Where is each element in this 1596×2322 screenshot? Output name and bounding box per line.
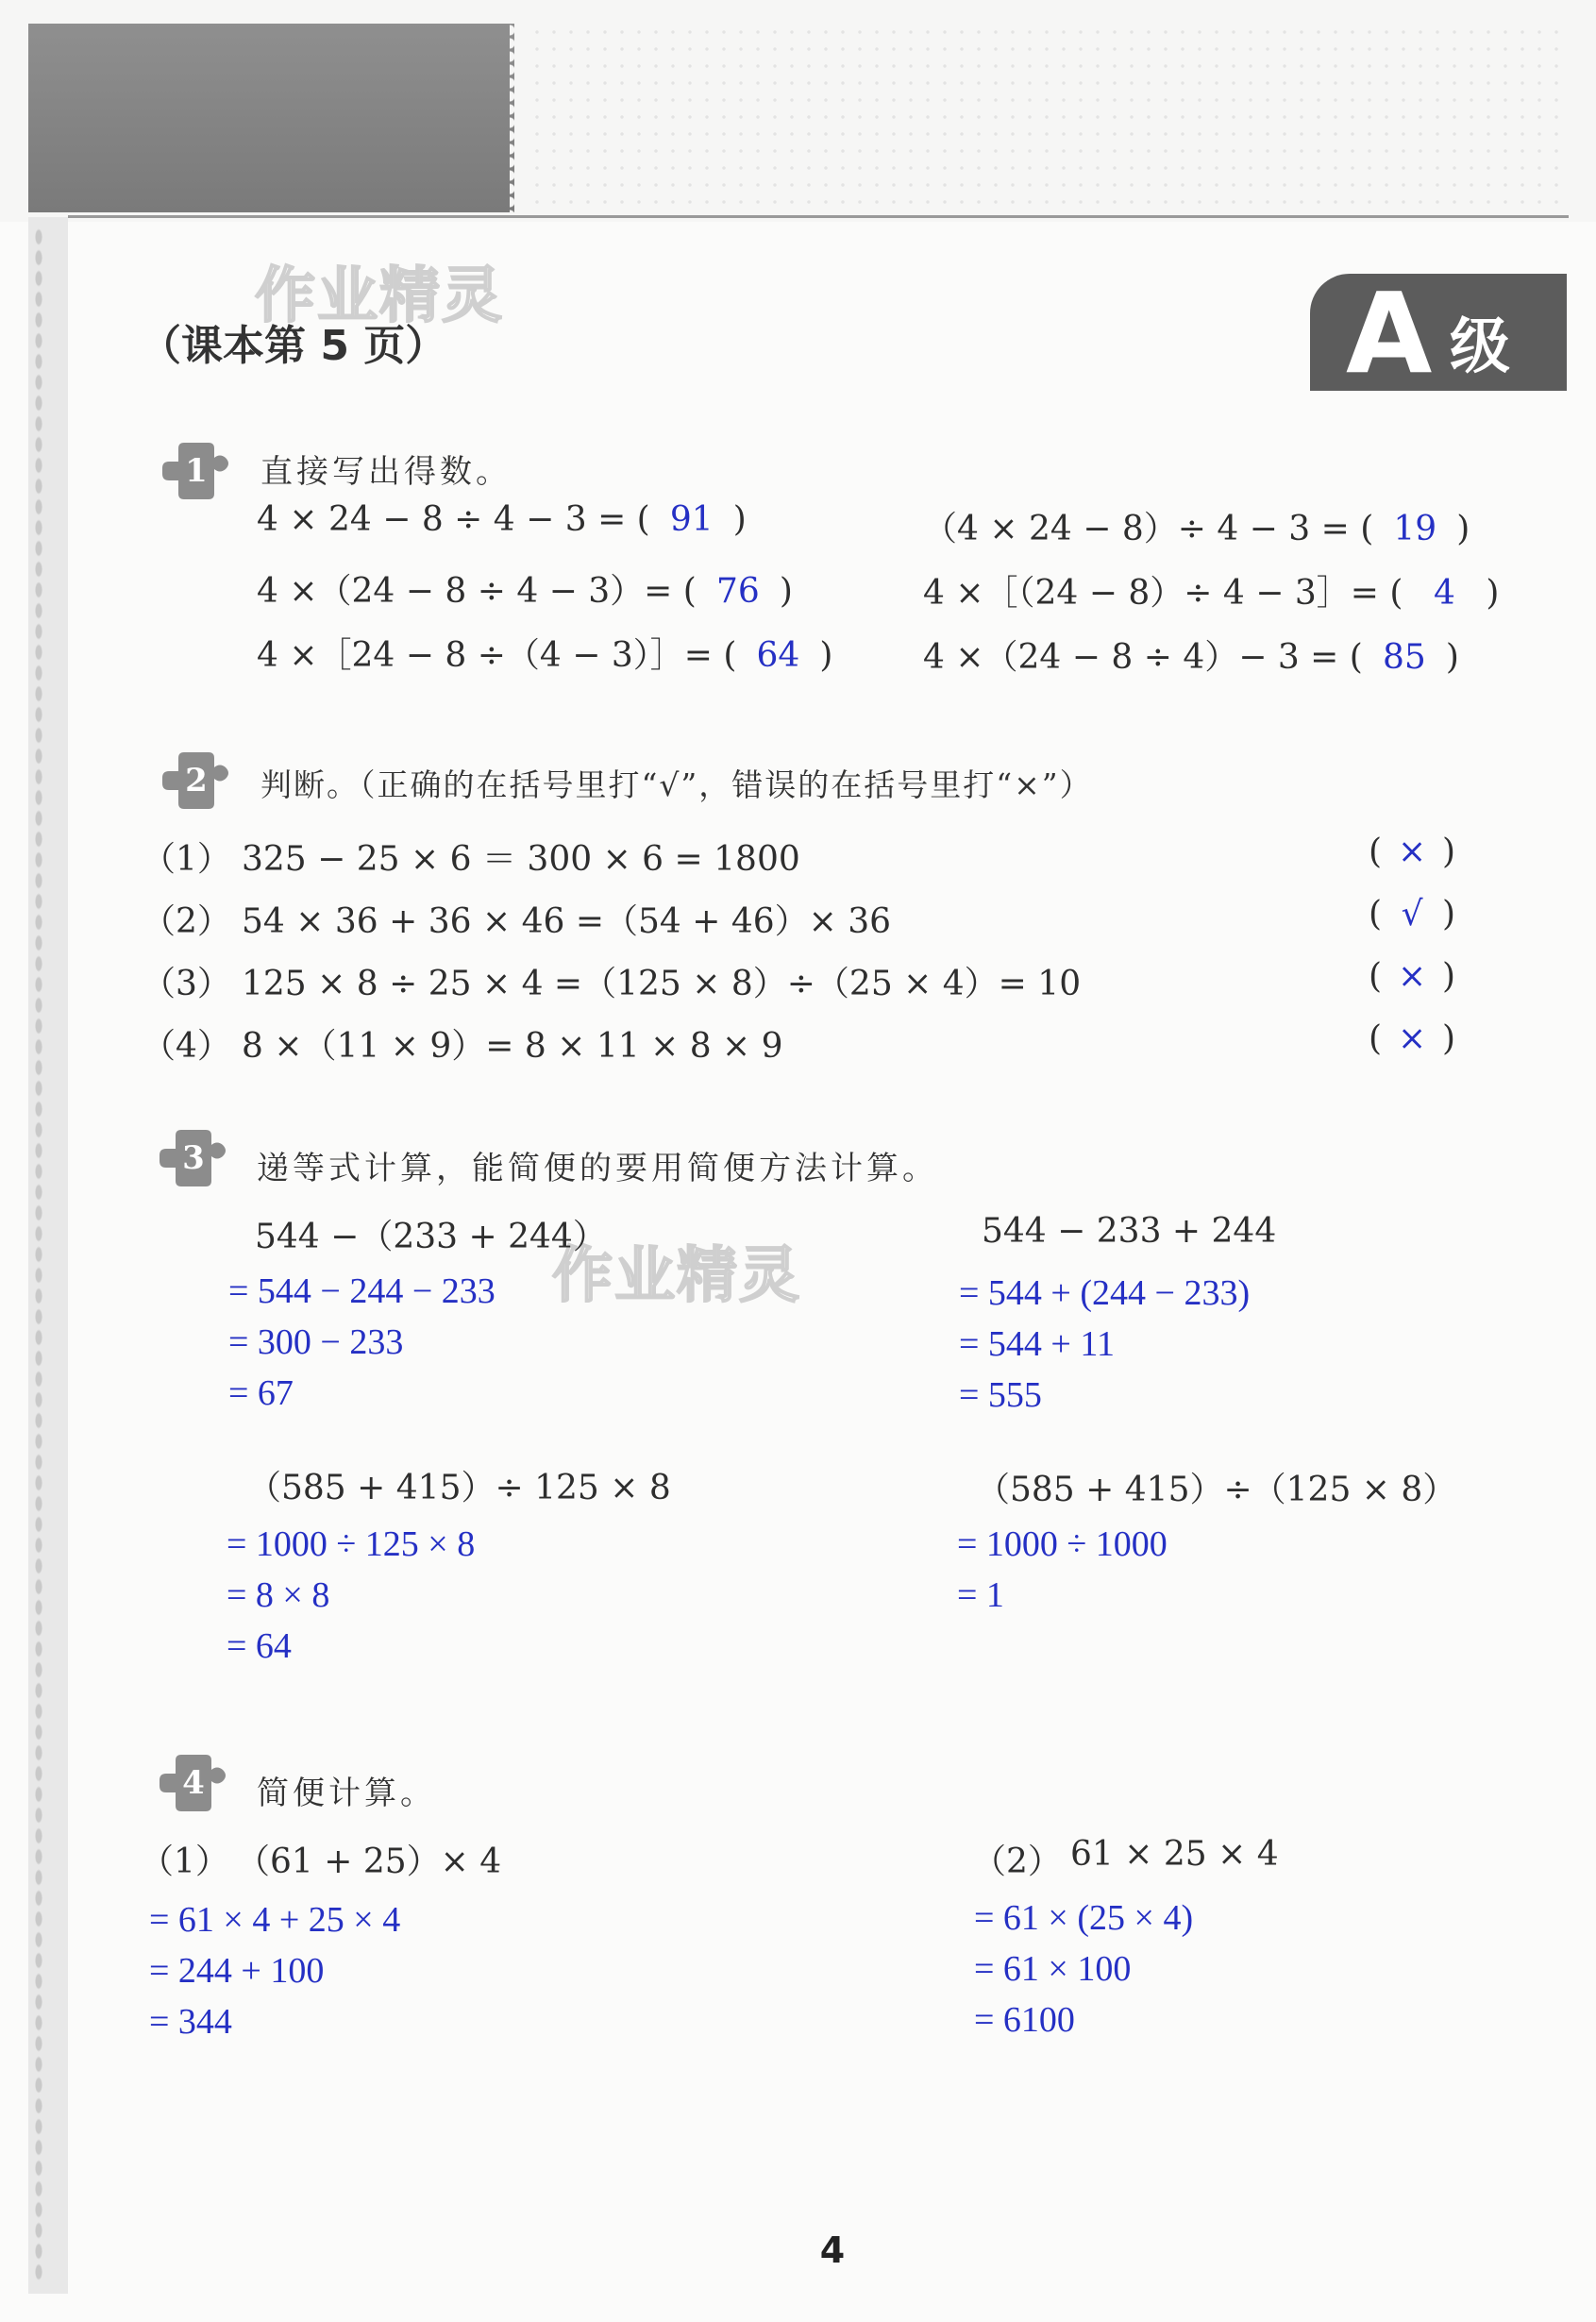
judgment-answer-box: ( √ ) <box>1369 895 1456 934</box>
question-number: 4 <box>182 1764 205 1802</box>
calc-step: = 64 <box>227 1626 292 1666</box>
calc-step: = 555 <box>959 1375 1042 1415</box>
judgment-answer-box: ( × ) <box>1369 833 1456 871</box>
judgment-answer: × <box>1397 1019 1427 1058</box>
header-dark-block <box>28 24 514 212</box>
calc-expression: （585 + 415）÷（125 × 8） <box>976 1471 1457 1509</box>
exercise-expression: 4 × 24 − 8 ÷ 4 − 3 = ( <box>257 500 650 539</box>
calc-step: = 244 + 100 <box>149 1951 325 1991</box>
judgment-answer-box: ( × ) <box>1369 1019 1456 1058</box>
calc-step: = 1 <box>957 1575 1004 1615</box>
calc-step: = 544 − 244 − 233 <box>228 1271 496 1311</box>
watermark: 作业精灵 <box>552 1241 801 1311</box>
exercise-expression: 4 ×（24 − 8 ÷ 4）− 3 = ( <box>923 638 1363 677</box>
exercise-expression: （4 × 24 − 8）÷ 4 − 3 = ( <box>923 510 1374 548</box>
exercise-expression: 4 ×［24 − 8 ÷（4 − 3）］= ( <box>257 636 737 675</box>
answer: 85 <box>1382 638 1426 677</box>
calc-step: = 544 + (244 − 233) <box>959 1273 1251 1313</box>
exercise-expression: 4 ×（24 − 8 ÷ 4 − 3）= ( <box>257 572 697 611</box>
page-number: 4 <box>819 2229 846 2271</box>
calc-step: = 544 + 11 <box>959 1324 1115 1364</box>
judgment-label: （3） <box>142 965 231 1003</box>
answer: 91 <box>669 500 714 539</box>
question-title: 递等式计算，能简便的要用简便方法计算。 <box>257 1150 938 1187</box>
answer: 19 <box>1393 510 1437 548</box>
close-paren: ) <box>1486 574 1500 613</box>
judgment-expression: 8 ×（11 × 9）= 8 × 11 × 8 × 9 <box>242 1027 783 1066</box>
exercise-expression: 4 ×［（24 − 8）÷ 4 − 3］= ( <box>923 574 1403 613</box>
calc-expression: 544 −（233 + 244） <box>255 1218 607 1256</box>
exercise-line <box>923 502 1470 550</box>
judgment-label: （1） <box>142 840 231 879</box>
calc-step: = 6100 <box>974 2000 1075 2040</box>
close-paren: ) <box>779 572 793 611</box>
exercise-line <box>257 500 747 539</box>
judgment-expression: 54 × 36 + 36 × 46 =（54 + 46）× 36 <box>242 902 892 941</box>
close-paren: ) <box>732 500 747 539</box>
header-torn-edge <box>510 24 523 212</box>
puzzle-icon <box>146 1748 237 1814</box>
close-paren: ) <box>1445 638 1459 677</box>
question-title: 简便计算。 <box>257 1775 436 1812</box>
calc-step: = 61 × 100 <box>974 1949 1132 1989</box>
level-badge <box>1310 268 1567 398</box>
calc-step: = 300 − 233 <box>228 1322 404 1362</box>
calc-label: （2） <box>972 1842 1062 1881</box>
calc-step: = 8 × 8 <box>227 1575 330 1615</box>
judgment-label: （4） <box>142 1027 231 1066</box>
calc-label: （1） <box>140 1842 229 1881</box>
calc-step: = 1000 ÷ 125 × 8 <box>227 1524 476 1564</box>
level-word: 级 <box>1450 312 1510 382</box>
close-paren: ) <box>819 636 833 675</box>
calc-step: = 61 × 4 + 25 × 4 <box>149 1900 401 1940</box>
judgment-answer: √ <box>1401 895 1423 934</box>
exercise-line <box>257 564 793 613</box>
exercise-line <box>257 629 832 677</box>
calc-step: = 61 × (25 × 4) <box>974 1898 1194 1938</box>
calc-expression: （61 + 25）× 4 <box>236 1842 502 1881</box>
sidebar-dot-pattern <box>34 227 43 2284</box>
question-number: 3 <box>182 1139 205 1177</box>
judgment-expression: 325 − 25 × 6 ＝ 300 × 6 = 1800 <box>242 840 800 879</box>
calc-expression: 544 − 233 + 244 <box>982 1212 1277 1251</box>
header-dot-pattern <box>529 24 1567 212</box>
exercise-line <box>923 631 1459 679</box>
judgment-answer: × <box>1397 957 1427 996</box>
close-paren: ) <box>1456 510 1470 548</box>
page-reference: （课本第 5 页） <box>140 322 447 370</box>
question-number: 1 <box>185 452 208 490</box>
answer: 76 <box>715 572 760 611</box>
calc-expression: 61 × 25 × 4 <box>1070 1835 1279 1874</box>
question-title: 直接写出得数。 <box>260 453 512 491</box>
calc-step: = 1000 ÷ 1000 <box>957 1524 1168 1564</box>
exercise-line <box>923 566 1499 614</box>
answer: 64 <box>756 636 800 675</box>
calc-step: = 67 <box>228 1373 294 1413</box>
puzzle-icon <box>149 436 240 502</box>
judgment-expression: 125 × 8 ÷ 25 × 4 =（125 × 8）÷（25 × 4）= 10 <box>242 965 1082 1003</box>
watermark: 作业精灵 <box>255 261 504 331</box>
puzzle-icon <box>146 1123 237 1189</box>
question-number: 2 <box>185 762 208 799</box>
judgment-answer: × <box>1397 833 1427 871</box>
calc-step: = 344 <box>149 2002 232 2042</box>
judgment-label: （2） <box>142 902 231 941</box>
calc-expression: （585 + 415）÷ 125 × 8 <box>247 1469 671 1507</box>
level-letter: A <box>1346 268 1433 398</box>
question-title: 判断。（正确的在括号里打“√”，错误的在括号里打“×”） <box>260 766 1093 803</box>
answer: 4 <box>1433 574 1455 613</box>
judgment-answer-box: ( × ) <box>1369 957 1456 996</box>
puzzle-icon <box>149 746 240 812</box>
